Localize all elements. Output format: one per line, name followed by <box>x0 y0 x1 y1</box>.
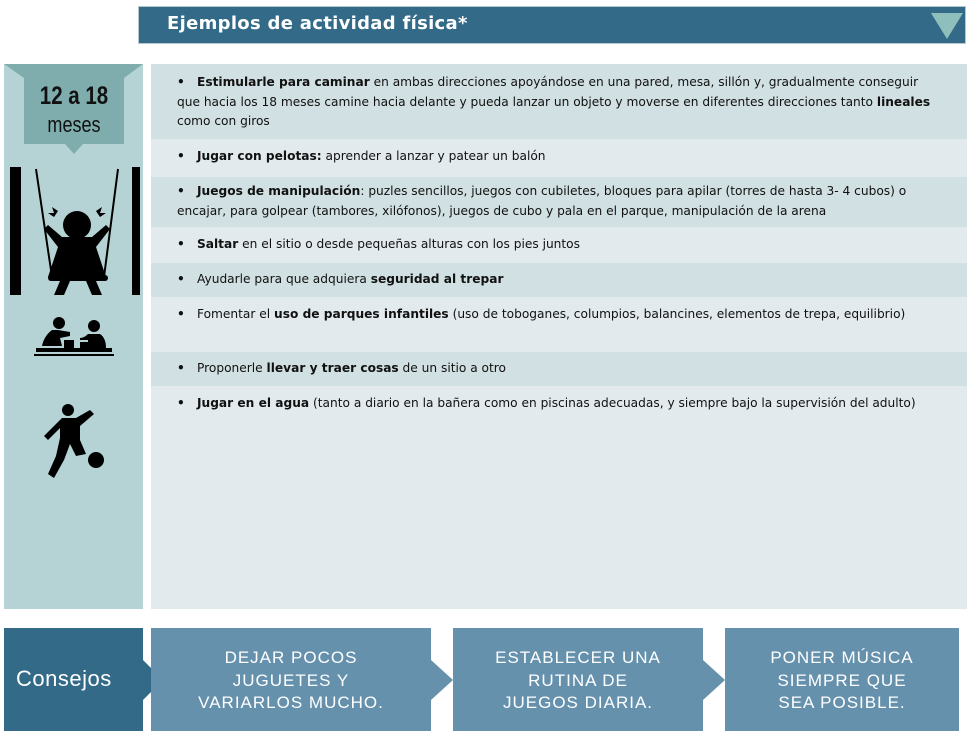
triangle-down-icon <box>931 13 963 39</box>
age-badge <box>24 76 124 144</box>
age-sidebar <box>4 64 143 609</box>
bullet-icon: • <box>177 361 185 375</box>
activities-list <box>151 64 967 609</box>
tips-label: Consejos <box>16 666 112 691</box>
activity-item: • Saltar en el sitio o desde pequeñas alturas con los pies juntos <box>151 227 967 263</box>
chevron-right-icon <box>703 660 725 700</box>
bullet-icon: • <box>177 396 185 410</box>
activity-item: • Jugar con pelotas: aprender a lanzar y patear un balón <box>151 139 967 177</box>
girl-on-swing-icon <box>8 167 140 295</box>
activity-item: • Fomentar el uso de parques infantiles (uso de toboganes, columpios, balancines, elementos de trepa, equilibrio) <box>151 297 967 352</box>
activity-item: • Jugar en el agua (tanto a diario en la bañera como en piscinas adecuadas, y siempre bajo la supervisión del adulto) <box>151 386 967 609</box>
child-kicking-ball-icon <box>40 404 106 482</box>
age-badge-pointer <box>65 144 83 154</box>
tip-card: PONER MÚSICA SIEMPRE QUE SEA POSIBLE. <box>725 628 959 731</box>
age-unit: meses <box>47 112 101 137</box>
bullet-icon: • <box>177 237 185 251</box>
section-title: Ejemplos de actividad física* <box>167 13 468 34</box>
age-range: 12 a 18 <box>39 82 109 110</box>
bullet-icon: • <box>177 184 185 198</box>
activity-item: • Proponerle llevar y traer cosas de un sitio a otro <box>151 352 967 386</box>
activity-item: • Juegos de manipulación: puzles sencillos, juegos con cubiletes, bloques para apilar (torres de hasta 3- 4 cubos) o encajar, para golpear (tambores, xilófonos), juegos de cubo y pala en el parque, manipulación de la arena <box>151 177 967 227</box>
section-header <box>138 6 966 44</box>
bullet-icon: • <box>177 149 185 163</box>
tip-card: DEJAR POCOS JUGUETES Y VARIARLOS MUCHO. <box>151 628 431 731</box>
activity-item: • Estimularle para caminar en ambas direcciones apoyándose en una pared, mesa, sillón y, gradualmente conseguir que hacia los 18 meses camine hacia delante y pueda lanzar un objeto y moverse en diferentes direcciones tanto lineales como con giros <box>151 64 967 139</box>
children-playing-sandbox-icon <box>34 316 114 358</box>
chevron-right-icon <box>431 660 453 700</box>
bullet-icon: • <box>177 307 185 321</box>
tips-label-box <box>4 628 143 731</box>
bullet-icon: • <box>177 272 185 286</box>
tip-card: ESTABLECER UNA RUTINA DE JUEGOS DIARIA. <box>453 628 703 731</box>
bullet-icon: • <box>177 75 185 89</box>
activity-item: • Ayudarle para que adquiera seguridad al trepar <box>151 263 967 297</box>
